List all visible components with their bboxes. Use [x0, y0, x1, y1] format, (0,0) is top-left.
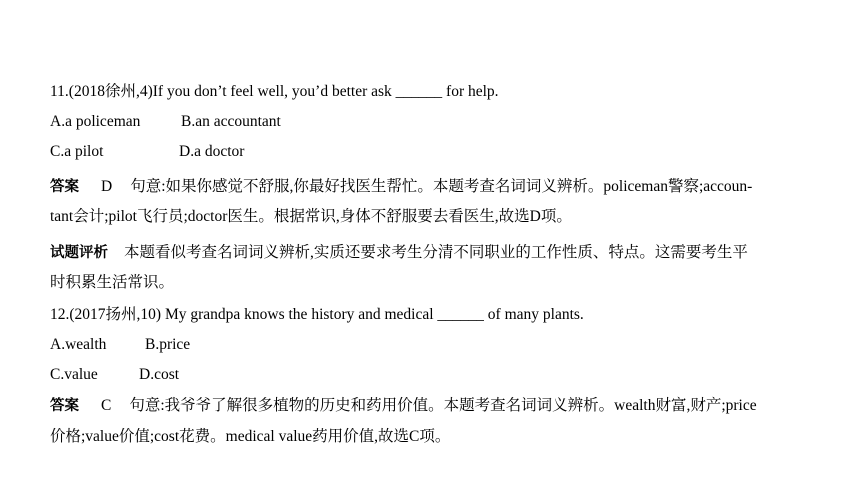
q12-options-row-1	[50, 335, 190, 355]
q11-analysis-label: 试题评析	[50, 245, 108, 261]
q11-answer-label: 答案	[50, 179, 79, 195]
q12-answer-key: C	[101, 397, 112, 414]
q11-options-row-1	[50, 112, 281, 132]
q11-analysis-1: 本题看似考查名词词义辨析,实质还要求考生分清不同职业的工作性质、特点。这需要考生平	[124, 244, 748, 261]
q11-options-row-2	[50, 142, 244, 162]
q11-answer-line-1	[50, 177, 752, 197]
q12-explanation-1: 句意:我爷爷了解很多植物的历史和药用价值。本题考查名词词义辨析。wealth财富,财产;price	[129, 397, 757, 414]
q12-option-c: C.value	[50, 366, 98, 383]
q12-options-row-2	[50, 365, 179, 385]
q11-option-a: A.a policeman	[50, 113, 141, 130]
q11-option-c: C.a pilot	[50, 143, 104, 160]
q11-answer-key: D	[101, 178, 113, 195]
q12-option-b: B.price	[145, 336, 191, 353]
q11-stem: 11.(2018徐州,4)If you don’t feel well, you’d better ask ______ for help.	[50, 83, 499, 100]
q12-option-d: D.cost	[139, 366, 180, 383]
q12-stem: 12.(2017扬州,10) My grandpa knows the history and medical ______ of many plants.	[50, 306, 584, 323]
q11-analysis-line-1	[50, 243, 748, 263]
q11-option-d: D.a doctor	[179, 143, 245, 160]
q11-explanation-2: tant会计;pilot飞行员;doctor医生。根据常识,身体不舒服要去看医生,故选D项。	[50, 208, 572, 225]
q11-analysis-2: 时积累生活常识。	[50, 274, 175, 291]
q12-option-a: A.wealth	[50, 336, 107, 353]
q12-answer-label: 答案	[50, 398, 79, 414]
q11-explanation-1: 句意:如果你感觉不舒服,你最好找医生帮忙。本题考查名词词义辨析。policeman警察;accoun-	[130, 178, 753, 195]
q11-option-b: B.an accountant	[181, 113, 281, 130]
q12-answer-line-1	[50, 396, 757, 416]
q12-explanation-2: 价格;value价值;cost花费。medical value药用价值,故选C项。	[50, 428, 451, 445]
